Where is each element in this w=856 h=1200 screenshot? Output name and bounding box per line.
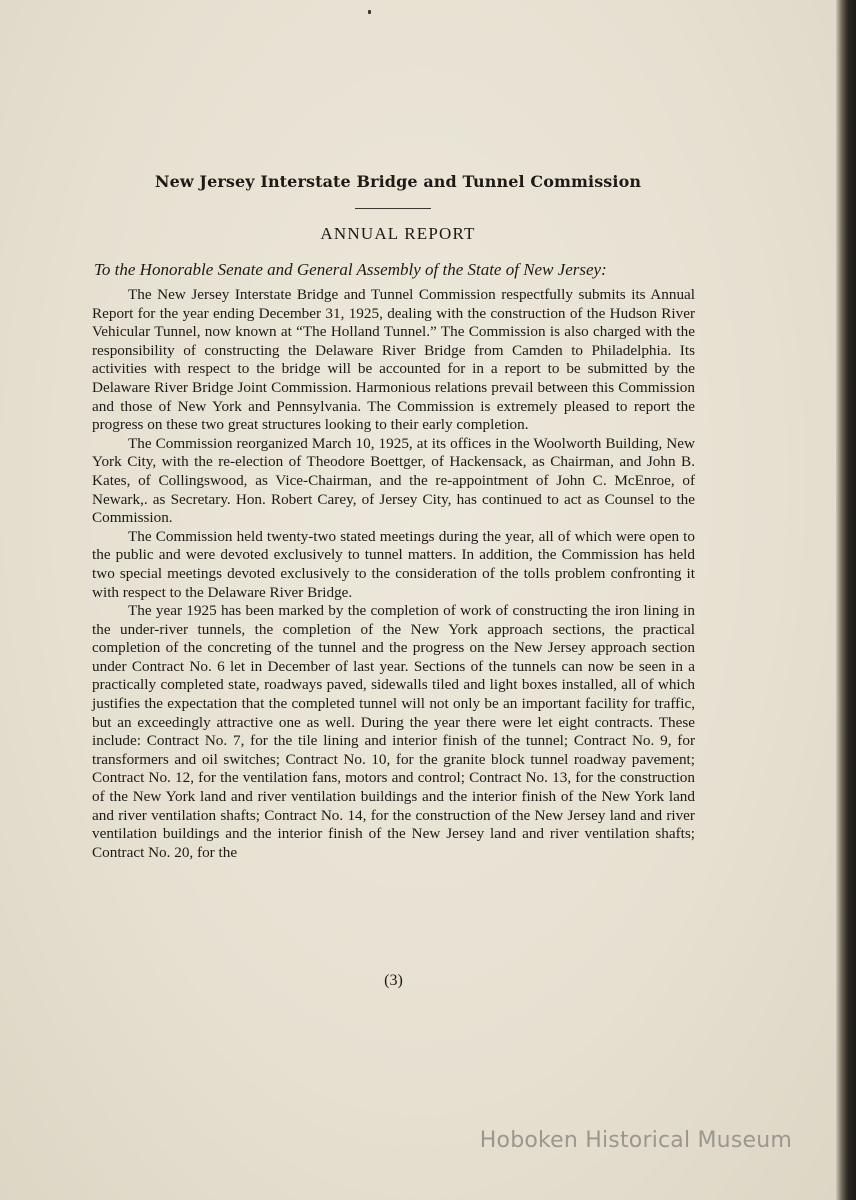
paragraph: The year 1925 has been marked by the completion of work of constructing the iron lining in the under-river tunnels, the completion of the New York approach sections, the practical completion of the concreting of the tunnel and the progress on the New Jersey approach section under Contract No. 6 let in December of last year. Sections of the tunnels can now be seen in a practically completed state, roadways paved, sidewalls tiled and light boxes installed, all of which justifies the expectation that the completed tunnel will not only be an important facility for traffic, but an exceedingly attractive one as well. During the year there were let eight contracts. These include: Contract No. 7, for the tile lining and interior finish of the tunnel; Contract No. 9, for transformers and oil switches; Contract No. 10, for the granite block tunnel roadway pavement; Contract No. 12, for the ventilation fans, motors and control; Contract No. 13, for the construction of the New York land and river ventilation buildings and the interior finish of the New York land and river ventilation shafts; Contract No. 14, for the construction of the New Jersey land and river ventilation buildings and the interior finish of the New Jersey land and river ventilation shafts; Contract No. 20, for the <box>92 602 695 861</box>
document-title: New Jersey Interstate Bridge and Tunnel Commission <box>154 172 642 191</box>
page-number: (3) <box>384 972 403 989</box>
title-divider <box>355 208 431 209</box>
report-body <box>92 286 695 862</box>
ink-speck <box>368 10 371 14</box>
salutation: To the Honorable Senate and General Assembly of the State of New Jersey: <box>94 260 607 279</box>
paragraph: The Commission reorganized March 10, 1925, at its offices in the Woolworth Building, New York City, with the re-election of Theodore Boettger, of Hackensack, as Chairman, and John B. Kates, of Collingswood, as Vice-Chairman, and the re-appointment of John C. McEnroe, of Newark,. as Secretary. Hon. Robert Carey, of Jersey City, has continued to act as Counsel to the Commission. <box>92 434 695 527</box>
museum-watermark: Hoboken Historical Museum <box>479 1128 792 1153</box>
report-subtitle: ANNUAL REPORT <box>320 224 476 243</box>
paragraph: The Commission held twenty-two stated meetings during the year, all of which were open to the public and were devoted exclusively to tunnel matters. In addition, the Commission has held two special meetings devoted exclusively to the consideration of the tolls problem confronting it with respect to the Delaware River Bridge. <box>92 527 695 601</box>
paragraph: The New Jersey Interstate Bridge and Tunnel Commission respectfully submits its Annual Report for the year ending December 31, 1925, dealing with the construction of the Hudson River Vehicular Tunnel, now known at “The Holland Tunnel.” The Commission is also charged with the responsibility of constructing the Delaware River Bridge from Camden to Philadelphia. Its activities with respect to the bridge will be accounted for in a report to be submitted by the Delaware River Bridge Joint Commission. Harmonious relations prevail between this Commission and those of New York and Pennsylvania. The Commission is extremely pleased to report the progress on these two great structures looking to their early completion. <box>92 286 695 434</box>
scan-edge <box>836 0 856 1200</box>
